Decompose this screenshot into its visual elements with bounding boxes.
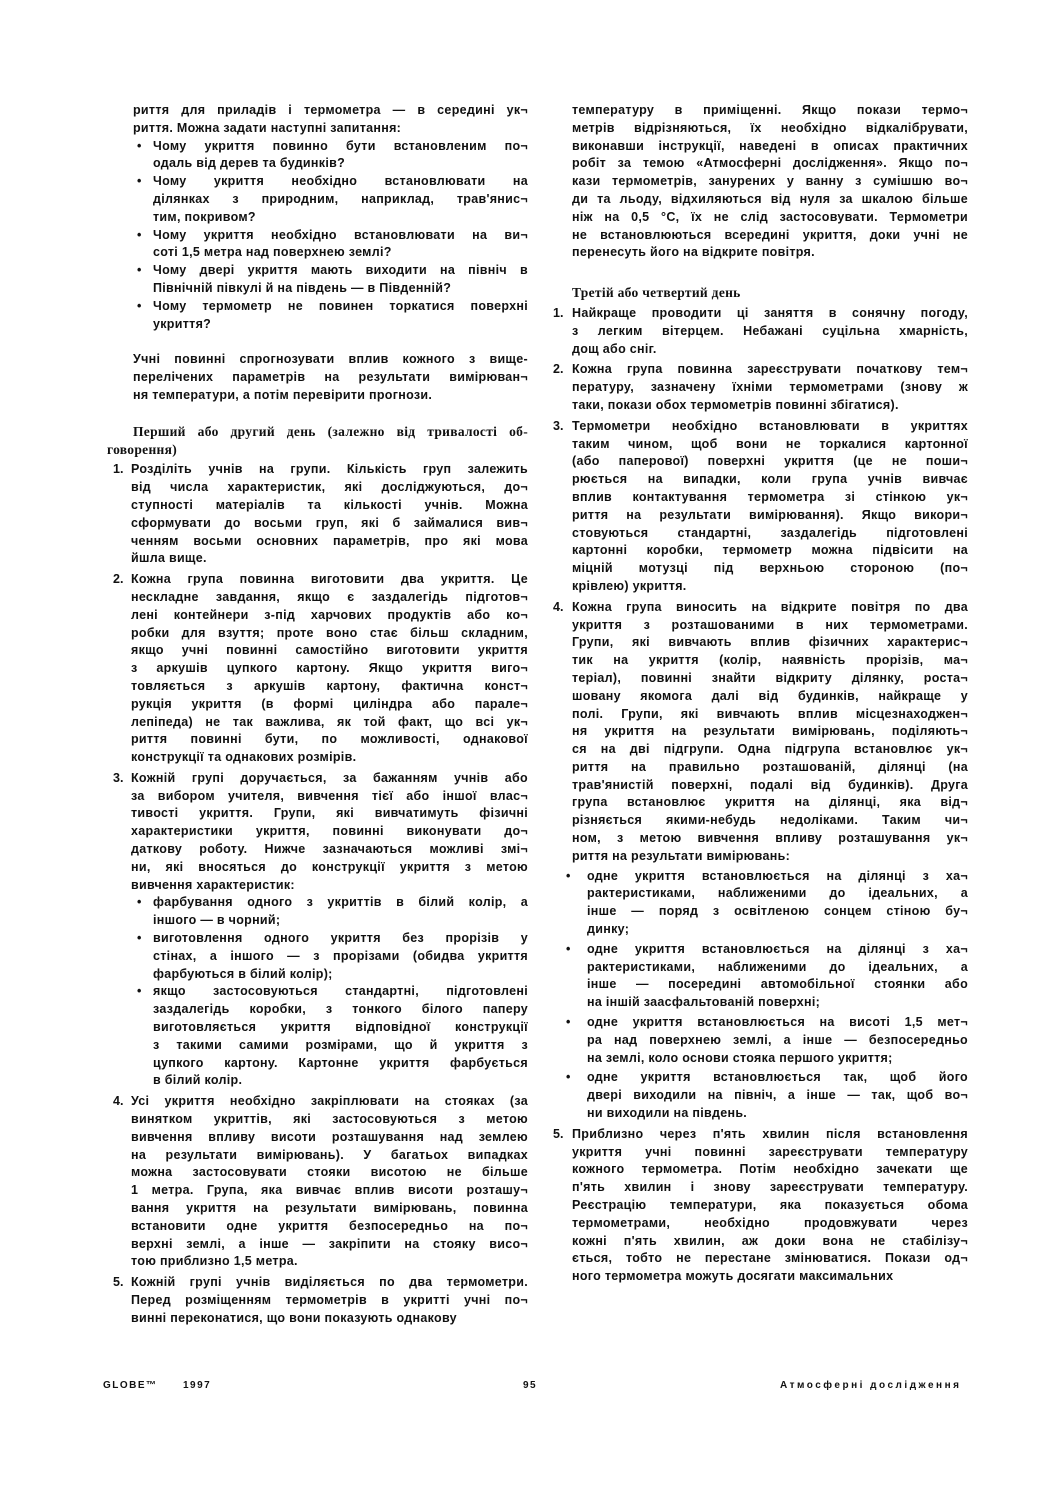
bullet-icon: • xyxy=(137,174,142,189)
text-line: ди та льоду, відхиляються від нуля за шкалою більше xyxy=(572,191,968,206)
bullet-item xyxy=(107,227,528,263)
text-line: Учні повинні спрогнозувати вплив кожного з вище- xyxy=(133,352,528,367)
text-line: Приблизно через п'ять хвилин після встановлення xyxy=(572,1126,968,1141)
bullet-item xyxy=(107,138,528,174)
text-line: ченням восьми основних параметрів, про які мова xyxy=(131,533,528,548)
text-line: виготовлення одного укриття без прорізів у xyxy=(153,931,528,946)
bullet-item xyxy=(107,298,528,334)
text-line: п'ять хвилин і знову зареєструвати температуру. xyxy=(572,1180,968,1195)
paragraph xyxy=(107,351,528,404)
text-line: на землі, коло основи стояка першого укриття; xyxy=(587,1050,893,1065)
item-number: 2. xyxy=(113,572,124,587)
item-number: 5. xyxy=(553,1126,564,1141)
text-line: іншого — в чорний; xyxy=(153,913,281,928)
footer-section-title: Атмосферні дослідження xyxy=(780,1380,962,1391)
text-line: Термометри необхідно встановлювати в укриттях xyxy=(572,418,968,433)
text-line: Чому двері укриття мають виходити на північ в xyxy=(153,263,528,278)
text-line: перелічених параметрів на результати вимірюван¬ xyxy=(133,370,528,385)
text-line: товляється з аркушів картону, фактична конст¬ xyxy=(131,678,528,693)
text-line: укриття учні повинні зареєструвати температуру xyxy=(572,1144,968,1159)
text-line: пературу, зазначену їхніми термометрами (знову ж xyxy=(572,380,968,395)
text-line: стовуються стандартні, заздалегідь підготовлені xyxy=(572,525,968,540)
numbered-item xyxy=(107,571,528,767)
text-line: 1 метра. Група, яка вивчає вплив висоти розташу¬ xyxy=(131,1183,528,1198)
text-line: якщо застосовуються стандартні, підготовлені xyxy=(153,984,528,999)
text-line: інше — посередині автомобільної стоянки або xyxy=(587,977,968,992)
bullet-item xyxy=(548,868,968,939)
text-line: риття на результати вимірювання). Якщо викори¬ xyxy=(572,507,968,522)
text-line: Перед розміщенням термометрів в укритті учні по¬ xyxy=(131,1293,528,1307)
text-line: риття для приладів і термометра — в середині ук¬ xyxy=(133,103,528,117)
text-line: соті 1,5 метра над поверхнею землі? xyxy=(153,245,392,260)
bullet-icon: • xyxy=(137,227,142,242)
text-line: на результати вимірювань). У багатьох випадках xyxy=(131,1147,528,1162)
item-number: 4. xyxy=(113,1094,124,1109)
text-line: вивчення впливу висоти розташування над землею xyxy=(131,1129,528,1144)
text-line: дощ або сніг. xyxy=(572,341,657,356)
text-line: заздалегідь коробки, з тонкого білого паперу xyxy=(153,1002,528,1017)
text-line: ня укриття на результати вимірювань, поділяють¬ xyxy=(572,724,968,739)
text-line: ного термометра можуть досягати максимальних xyxy=(572,1269,894,1284)
bullet-item xyxy=(107,894,528,930)
text-line: ється, тобто не перестане змінюватися. Покази од¬ xyxy=(572,1251,968,1266)
text-line: з аркушів цупкого картону. Якщо укриття виго¬ xyxy=(131,661,528,676)
text-line: таки, покази обох термометрів повинні збігатися). xyxy=(572,397,899,412)
numbered-item xyxy=(107,770,528,895)
footer-brand: GLOBE™ xyxy=(103,1380,158,1391)
bullet-icon: • xyxy=(137,263,142,278)
text-line: стінах, а іншого — з прорізами (обидва укриття xyxy=(153,948,528,963)
text-line: Кожна група повинна зареєструвати початкову тем¬ xyxy=(572,362,968,377)
text-line: ся на дві підгрупи. Одна підгрупа встановлює ук¬ xyxy=(572,742,968,757)
text-line: Реєстрацію температури, яка показується обома xyxy=(572,1198,968,1213)
bullet-icon: • xyxy=(566,868,571,883)
paragraph xyxy=(107,102,528,138)
bullet-icon: • xyxy=(137,298,142,313)
text-line: двері виходили на північ, а інше — так, щоб во¬ xyxy=(587,1088,968,1103)
text-line: тик на укриття (колір, наявність прорізів, ма¬ xyxy=(572,653,968,668)
text-line: ни виходили на південь. xyxy=(587,1106,748,1121)
text-line: термометрами, необхідно продовжувати через xyxy=(572,1215,968,1230)
text-line: таким чином, щоб вони не торкалися картонної xyxy=(572,436,968,451)
text-line: ра над поверхнею землі, а інше — безпосередньо xyxy=(587,1032,968,1047)
text-line: кожні п'ять хвилин, аж доки вона не стабілізу¬ xyxy=(572,1233,968,1248)
section-heading xyxy=(107,423,528,459)
text-line: Чому укриття необхідно встановлювати на ви¬ xyxy=(153,227,528,242)
text-line: перенесуть його на відкрите повітря. xyxy=(572,245,815,260)
text-line: одне укриття встановлюється так, щоб його xyxy=(587,1070,968,1085)
text-line: ступності матеріалів та кількості учнів. Можна xyxy=(131,497,528,512)
bullet-icon: • xyxy=(137,984,142,999)
text-line: температуру в приміщенні. Якщо покази термо¬ xyxy=(572,103,968,117)
bullet-item xyxy=(107,262,528,298)
bullet-icon: • xyxy=(566,1070,571,1085)
bullet-icon: • xyxy=(137,931,142,946)
text-line: різняється якими-небудь недоліками. Таким чи¬ xyxy=(572,813,968,828)
text-line: робіт за темою «Атмосферні дослідження». Якщо по¬ xyxy=(572,156,968,171)
text-line: верхні землі, а інше — закріпити на стояку висо¬ xyxy=(131,1236,528,1251)
text-line: Кожній групі учнів виділяється по два термометри. xyxy=(131,1275,528,1290)
numbered-item xyxy=(107,1274,528,1327)
page-number: 95 xyxy=(523,1380,538,1391)
text-line: від числа характеристик, які досліджуються, до¬ xyxy=(131,480,528,495)
bullet-icon: • xyxy=(566,941,571,956)
text-line: риття. Можна задати наступні запитання: xyxy=(133,120,402,135)
numbered-item xyxy=(107,461,528,568)
text-line: лені контейнери з-під харчових продуктів або ко¬ xyxy=(131,607,528,622)
text-line: рюється на випадки, коли група учнів вивчає xyxy=(572,472,968,487)
text-line: вання укриття на результати вимірювань, повинна xyxy=(131,1201,528,1216)
text-line: рактеристиками, наближеними до ідеальних, а xyxy=(587,959,968,974)
text-line: риття на правильно розташованій, ділянці (на xyxy=(572,759,968,774)
text-line: йшла вище. xyxy=(131,551,207,566)
item-number: 3. xyxy=(113,770,124,785)
text-line: Перший або другий день (залежно від тривалості об- xyxy=(133,423,528,439)
bullet-icon: • xyxy=(566,1015,571,1030)
text-line: Групи, які вивчають вплив фізичних характерис¬ xyxy=(572,635,968,650)
numbered-item xyxy=(548,1126,968,1286)
text-line: вплив контактування термометра зі стінкою ук¬ xyxy=(572,489,968,504)
text-line: тим, покривом? xyxy=(153,209,256,224)
text-line: Третій або четвертий день xyxy=(572,285,741,301)
bullet-item xyxy=(548,941,968,1012)
text-line: не встановлюються всередині укриття, доки учні не xyxy=(572,227,968,242)
text-line: одаль від дерев та будинків? xyxy=(153,156,346,171)
text-line: винні переконатися, що вони показують однакову xyxy=(131,1310,457,1325)
text-line: конструкції та однакових розмірів. xyxy=(131,750,357,765)
text-line: лепіпеда) не так важлива, як той факт, що всі ук¬ xyxy=(131,714,528,729)
text-line: риття на результати вимірювань: xyxy=(572,848,791,863)
numbered-item xyxy=(107,1093,528,1271)
text-line: (або паперової) поверхні укриття (це не поши¬ xyxy=(572,454,968,469)
item-number: 3. xyxy=(553,418,564,433)
numbered-item xyxy=(548,418,968,596)
text-line: в білий колір. xyxy=(153,1073,243,1088)
text-line: рукція укриття (в формі циліндра або парале¬ xyxy=(131,696,528,711)
text-line: укриття з розташованими в них термометрами. xyxy=(572,617,968,632)
text-line: сформувати до восьми груп, які б займалися вив¬ xyxy=(131,515,528,530)
text-line: Кожна група виносить на відкрите повітря по два xyxy=(572,599,968,614)
text-line: Чому термометр не повинен торкатися поверхні xyxy=(153,298,528,313)
text-line: фарбуються в білий колір); xyxy=(153,966,333,981)
text-line: встановити одне укриття безпосередньо на по¬ xyxy=(131,1218,528,1233)
text-line: ня температури, а потім перевірити прогнози. xyxy=(133,387,433,402)
text-line: Усі укриття необхідно закріплювати на стояках (за xyxy=(131,1094,528,1109)
text-line: картонні коробки, термометр можна підвісити на xyxy=(572,543,968,558)
section-heading xyxy=(548,284,968,302)
text-line: тою приблизно 1,5 метра. xyxy=(131,1254,298,1269)
text-line: крівлею) укриття. xyxy=(572,578,687,593)
paragraph xyxy=(548,102,968,262)
text-line: кожного термометра. Потім необхідно зачекати ще xyxy=(572,1162,968,1177)
text-line: винятком укриттів, які застосовуються з метою xyxy=(131,1112,528,1127)
text-line: Чому укриття повинно бути встановленим по¬ xyxy=(153,138,528,153)
text-line: укриття? xyxy=(153,316,212,331)
text-line: риття повинні бути, по можливості, однакової xyxy=(131,732,528,747)
text-line: говорення) xyxy=(107,441,178,457)
numbered-item xyxy=(548,361,968,414)
text-line: ни, які вносяться до конструкції укриття з метою xyxy=(131,859,528,874)
item-number: 1. xyxy=(113,462,124,477)
bullet-icon: • xyxy=(137,138,142,153)
text-line: трав'янистій поверхні, подалі від будинків). Друга xyxy=(572,777,968,792)
bullet-item xyxy=(107,983,528,1090)
text-line: Найкраще проводити ці заняття в сонячну погоду, xyxy=(572,305,968,320)
text-line: з легким вітерцем. Небажані суцільна хмарність, xyxy=(572,323,968,338)
text-line: Північній півкулі й на південь — в Південній? xyxy=(153,280,452,295)
text-line: динку; xyxy=(587,922,630,937)
numbered-item xyxy=(548,305,968,358)
item-number: 5. xyxy=(113,1275,124,1290)
text-line: Розділіть учнів на групи. Кількість груп залежить xyxy=(131,462,528,477)
text-line: з такими самими розмірами, що й укриття з xyxy=(153,1037,528,1052)
text-line: можна застосовувати стояки висотою не більше xyxy=(131,1165,528,1180)
text-line: метрів відрізняються, їх необхідно відкалібрувати, xyxy=(572,120,968,135)
text-line: кази термометрів, занурених у ванну з сумішшю во¬ xyxy=(572,174,968,189)
numbered-item xyxy=(548,599,968,866)
text-line: ділянках з природним, наприклад, трав'янис¬ xyxy=(153,191,528,206)
item-number: 4. xyxy=(553,599,564,614)
text-line: на іншій заасфальтованій поверхні; xyxy=(587,995,821,1010)
text-line: якщо учні повинні самостійно виготовити укриття xyxy=(131,643,528,658)
text-line: нескладне завдання, якщо є заздалегідь підготов¬ xyxy=(131,589,528,604)
bullet-item xyxy=(548,1014,968,1067)
text-line: полі. Групи, які вивчають вплив місцезнаходжен¬ xyxy=(572,706,968,721)
text-line: виконавши інструкції, наведені в описах практичних xyxy=(572,138,968,153)
footer-year: 1997 xyxy=(183,1380,212,1391)
bullet-item xyxy=(107,173,528,226)
text-line: група встановлює укриття на ділянці, яка від¬ xyxy=(572,795,968,810)
text-line: Кожна група повинна виготовити два укриття. Це xyxy=(131,572,528,587)
text-line: інше — поряд з освітленою сонцем стіною бу¬ xyxy=(587,904,968,919)
text-line: вивчення характеристик: xyxy=(131,877,295,892)
text-line: ном, з метою вивчення впливу розташування ук¬ xyxy=(572,831,968,846)
bullet-item xyxy=(107,930,528,983)
text-line: одне укриття встановлюється на ділянці з ха¬ xyxy=(587,941,968,956)
text-line: даткову роботу. Нижче зазначаються можливі змі¬ xyxy=(131,842,528,857)
text-line: ніж на 0,5 °C, їх не слід застосовувати. Термометри xyxy=(572,209,968,224)
left-column xyxy=(107,102,528,1328)
item-number: 1. xyxy=(553,305,564,320)
bullet-item xyxy=(548,1069,968,1122)
text-line: за вибором учителя, вивчення тієї або іншої влас¬ xyxy=(131,788,528,803)
text-line: шовану якомога далі від будинків, найкраще у xyxy=(572,688,968,703)
text-line: Кожній групі доручається, за бажанням учнів або xyxy=(131,770,528,785)
text-line: цупкого картону. Картонне укриття фарбується xyxy=(153,1055,528,1070)
text-line: тивості укриття. Групи, які вивчатимуть фізичні xyxy=(131,806,528,821)
text-line: рактеристиками, наближеними до ідеальних, а xyxy=(587,886,968,901)
bullet-icon: • xyxy=(137,895,142,910)
text-line: теріал), повинні знайти відкриту ділянку, роста¬ xyxy=(572,670,968,685)
text-line: характеристики укриття, повинні виконувати до¬ xyxy=(131,824,528,839)
item-number: 2. xyxy=(553,362,564,377)
text-line: виготовляється укриття відповідної конструкції xyxy=(153,1020,528,1035)
right-column xyxy=(548,102,968,1286)
text-line: Чому укриття необхідно встановлювати на xyxy=(153,174,528,189)
text-line: одне укриття встановлюється на висоті 1,5 мет¬ xyxy=(587,1015,968,1030)
text-line: фарбування одного з укриттів в білий колір, а xyxy=(153,895,528,910)
text-line: робки для взуття; проте воно стає більш складним, xyxy=(131,625,528,640)
text-line: одне укриття встановлюється на ділянці з ха¬ xyxy=(587,868,968,883)
text-line: міцній мотузці під верхньою стороною (по¬ xyxy=(572,561,968,576)
